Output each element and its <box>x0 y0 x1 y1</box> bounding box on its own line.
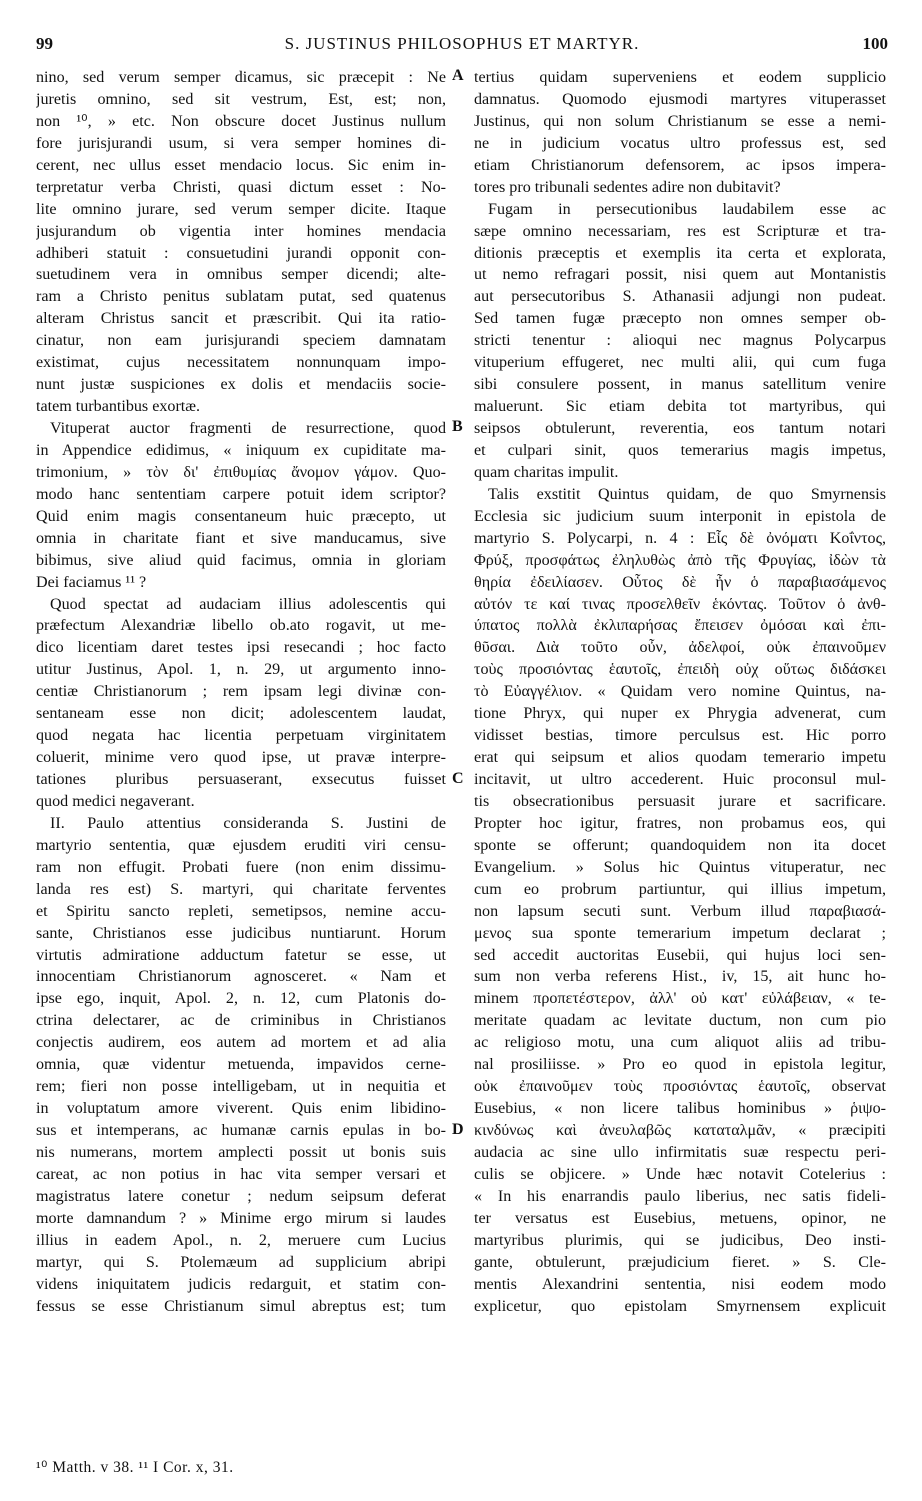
footnotes: ¹⁰ Matth. v 38. ¹¹ I Cor. x, 31. <box>36 1459 234 1476</box>
text-line: II. Paulo attentius consideranda S. Justini de <box>50 814 446 832</box>
text-line: adhiberi statuit : consuetudini jurandi opponit con- <box>36 244 446 262</box>
text-line: præfectum Alexandriæ libello ob.ato rogavit, ut me- <box>36 617 446 635</box>
text-line: ύπατος πολλὰ ἐκλιπαρήσας ἔπεισεν ὀμόσαι καὶ ἐπι- <box>474 617 886 635</box>
text-line: αὐτόν τε καί τινας προσελθεῖν ἑκόντας. Τοῦτον ὁ ἀνθ- <box>474 595 886 613</box>
text-line: meritate quadam ac levitate ductum, non cum pio <box>474 1012 886 1030</box>
text-line: centiæ Christianorum ; rem ipsam legi divinæ con- <box>36 683 446 701</box>
text-line: κινδύνως καὶ ἀνευλαβῶς καταταλμᾶν, « præcipiti <box>474 1122 886 1139</box>
text-line: alteram Christus sancit et præscribit. Qui ita ratio- <box>36 310 446 328</box>
text-line: tertius quidam superveniens et eodem supplicio <box>474 69 886 86</box>
text-line: morte damnandum ? » Minime ergo mirum si laudes <box>36 1209 446 1227</box>
text-line: nal prosiliisse. » Pro eo quod in epistola legitur, <box>474 1056 886 1074</box>
text-line: ctrina delectarer, ac de criminibus in Christianos <box>36 1012 446 1030</box>
text-line: tis obsecrationibus persuasit jurare et sacrificare. <box>474 792 886 810</box>
text-line: tationes pluribus persuaserant, exsecutus fuisset <box>36 771 446 788</box>
text-line: Fugam in persecutionibus laudabilem esse ac <box>488 200 886 218</box>
text-line: sentaneam esse non dicit; adolescentem laudat, <box>36 705 446 723</box>
text-line: juretis omnino, sed sit vestrum, Est, est; non, <box>36 90 446 108</box>
text-line: vituperium effugeret, nec multi alii, qui cum fuga <box>474 354 886 372</box>
text-line: fessus se esse Christianum simul abreptus est; tum <box>36 1297 446 1315</box>
text-line: damnatus. Quomodo ejusmodi martyres vituperasset <box>474 90 886 108</box>
text-line: tores pro tribunali sedentes adire non dubitavit? <box>474 178 781 196</box>
running-title: S. JUSTINUS PHILOSOPHUS ET MARTYR. <box>284 34 640 53</box>
text-line: martyr, qui S. Ptolemæum ad supplicium abripi <box>36 1253 446 1271</box>
text-line: explicetur, quo epistolam Smyrnensem explicuit <box>474 1297 886 1315</box>
text-line: modo hanc sententiam carpere potuit idem scriptor? <box>36 485 446 503</box>
text-line: bibimus, sive aliud quid facimus, omnia in gloriam <box>36 551 446 569</box>
text-line: stricti tenentur : alioqui nec magnus Polycarpus <box>474 332 886 350</box>
text-line: lite omnino jurare, sed verum semper dicite. Itaque <box>36 200 446 218</box>
text-line: sibi consulere possent, in manus satellitum venire <box>474 376 886 394</box>
text-line: Justinus, qui non solum Christianum se esse a nemi- <box>474 112 886 130</box>
text-line: θῦσαι. Διὰ τοῦτο οὖν, ἀδελφοί, οὐκ ἐπαινοῦμεν <box>474 639 886 657</box>
text-line: « In his enarrandis paulo liberius, nec satis fideli- <box>474 1187 886 1205</box>
text-line: μενος sua sponte temerarium impetum declarat ; <box>474 924 886 942</box>
margin-letter-a: A <box>452 67 464 84</box>
text-line: mentis Alexandrini sententia, nisi eodem modo <box>474 1275 886 1293</box>
margin-letter-d: D <box>452 1121 464 1138</box>
margin-letter-b: B <box>452 418 463 435</box>
text-line: tione Phryx, qui nuper ex Phrygia advenerat, cum <box>474 705 886 723</box>
text-line: gante, obtulerunt, præjudicium fieret. » S. Cle- <box>474 1253 886 1271</box>
text-line: θηρία ἐδειλίασεν. Οὗτος δὲ ἦν ὁ παραβιασάμενος <box>474 573 886 591</box>
text-line: non lapsum secuti sunt. Verbum illud παραβιασά- <box>474 902 886 920</box>
text-line: Quid enim magis consentaneum huic præcepto, ut <box>36 507 446 525</box>
text-line: quam charitas impulit. <box>474 463 619 481</box>
text-line: τοὺς προσιόντας ἑαυτοῖς, ἐπειδὴ οὐχ οὕτως διδάσκει <box>474 661 886 679</box>
text-line: careat, ac non potius in hac vita semper versari et <box>36 1165 446 1183</box>
text-line: τὸ Εὐαγγέλιον. « Quidam vero nomine Quintus, na- <box>474 683 886 701</box>
text-line: Propter hoc igitur, fratres, non probamus eos, qui <box>474 814 886 832</box>
text-line: existimat, cujus necessitatem nonnunquam impo- <box>36 354 446 372</box>
text-line: sed accedit auctoritas Eusebii, qui hujus loci sen- <box>474 946 886 964</box>
text-line: audacia ac sine ullo infirmitatis suæ respectu peri- <box>474 1143 886 1161</box>
text-line: Ecclesia sic judicium suum interponit in epistola de <box>474 507 886 525</box>
text-line: omnia, quæ videntur metuenda, impavidos cerne- <box>36 1056 446 1074</box>
text-line: Quod spectat ad audaciam illius adolescentis qui <box>50 595 446 613</box>
text-line: illius in eadem Apol., n. 2, meruere cum Lucius <box>36 1231 446 1249</box>
text-line: suetudinem vera in omnibus semper dicendi; alte- <box>36 266 446 284</box>
text-line: Talis exstitit Quintus quidam, de quo Smyrnensis <box>488 485 886 503</box>
text-line: utitur Justinus, Apol. 1, n. 29, ut argumento inno- <box>36 661 446 679</box>
text-line: martyrio sententia, quæ ejusdem eruditi viri censu- <box>36 836 446 854</box>
text-line: ne in judicium vocatus ultro professus est, sed <box>474 134 886 152</box>
text-line: Vituperat auctor fragmenti de resurrectione, quod <box>50 420 446 437</box>
text-line: coluerit, minime vero quod ipse, ut pravæ interpre- <box>36 749 446 767</box>
text-line: virtutis admiratione adductum fatetur se esse, ut <box>36 946 446 964</box>
text-line: erat qui seipsum et alios quodam temerario impetu <box>474 749 886 767</box>
text-line: nis numerans, mortem amplecti possit ut bonis suis <box>36 1143 446 1161</box>
text-line: sæpe omnino necessariam, res est Scripturæ et tra- <box>474 222 886 240</box>
text-line: ac religioso motu, una cum aliquot aliis ad tribu- <box>474 1034 886 1052</box>
page-number-left: 99 <box>36 34 53 53</box>
text-line: magistratus latere conetur ; nedum seipsum deferat <box>36 1187 446 1205</box>
text-line: ter versatus est Eusebius, metuens, opinor, ne <box>474 1209 886 1227</box>
running-head <box>36 34 888 58</box>
page-number-right: 100 <box>862 34 888 53</box>
text-line: cum eo probrum partiuntur, qui illius impetum, <box>474 880 886 898</box>
text-line: quod negata hac licentia perpetuam virginitatem <box>36 727 446 745</box>
text-line: in Appendice edidimus, « iniquum ex cupiditate ma- <box>36 441 446 459</box>
text-line: et Spiritu sancto repleti, semetipsos, nemine accu- <box>36 902 446 920</box>
text-line: aut persecutoribus S. Athanasii adjungi non pudeat. <box>474 288 886 306</box>
text-line: dico licentiam daret testes ipsi resecandi ; hoc facto <box>36 639 446 657</box>
text-line: fore jurisjurandi usum, si vera semper homines di- <box>36 134 446 152</box>
text-line: Φρύξ, προσφάτως ἐληλυθὼς ἀπὸ τῆς Φρυγίας, ἰδὼν τὰ <box>474 551 886 569</box>
text-line: omnia in charitate fiant et sive manducamus, sive <box>36 529 446 547</box>
text-line: quod medici negaverant. <box>36 792 195 810</box>
left-column <box>36 67 446 1317</box>
text-line: martyribus plurimis, qui se judicibus, Deo insti- <box>474 1231 886 1249</box>
text-line: terpretatur verba Christi, quasi dictum esset : No- <box>36 178 446 196</box>
text-line: culis se objicere. » Unde hæc notavit Cotelerius : <box>474 1165 886 1183</box>
text-line: jusjurandum ob vigentia inter homines mendacia <box>36 222 446 240</box>
text-line: rem; fieri non posse intelligebam, ut in nequitia et <box>36 1078 446 1096</box>
text-line: videns iniquitatem judicis redarguit, et statim con- <box>36 1275 446 1293</box>
text-line: ditionis præceptis et exemplis ita certa et explorata, <box>474 244 886 262</box>
text-line: in voluptatum amore viverent. Quis enim libidino- <box>36 1100 446 1118</box>
text-line: incitavit, ut ultro accederent. Huic proconsul mul- <box>474 771 886 788</box>
text-line: innocentiam Christianorum agnosceret. « Nam et <box>36 968 446 986</box>
text-line: sponte se offerunt; quandoquidem non ita docet <box>474 836 886 854</box>
text-line: sante, Christianos esse judicibus nuntiarunt. Horum <box>36 924 446 942</box>
text-line: sus et intemperans, ac humanæ carnis epulas in bo- <box>36 1122 446 1139</box>
text-line: sum non verba referens Hist., iv, 15, ait hunc ho- <box>474 968 886 986</box>
text-line: Evangelium. » Solus hic Quintus vituperatur, nec <box>474 858 886 876</box>
text-line: ipse ego, inquit, Apol. 2, n. 12, cum Platonis do- <box>36 990 446 1008</box>
text-line: ram non effugit. Probati fuere (non enim dissimu- <box>36 858 446 876</box>
text-line: tatem turbantibus exortæ. <box>36 398 201 416</box>
text-line: seipsos obtulerunt, reverentia, eos tantum notari <box>474 420 886 437</box>
text-line: Eusebius, « non licere talibus hominibus » ῥιψο- <box>474 1100 886 1118</box>
text-line: Dei faciamus ¹¹ ? <box>36 573 147 591</box>
text-line: martyrio S. Polycarpi, n. 4 : Εἷς δὲ ὀνόματι Κοΐντος, <box>474 529 886 547</box>
text-line: cinatur, non eam jurisjurandi speciem damnatam <box>36 332 446 350</box>
text-line: Sed tamen fugæ præcepto non omnes semper ob- <box>474 310 886 328</box>
margin-letter-c: C <box>452 770 464 787</box>
text-line: landa res est) S. martyri, qui charitate ferventes <box>36 880 446 898</box>
text-line: ut nemo refragari possit, nisi quem aut Montanistis <box>474 266 886 284</box>
text-line: non ¹⁰, » etc. Non obscure docet Justinus nullum <box>36 112 446 130</box>
text-line: nunt justæ suspiciones ex dolis et mendaciis socie- <box>36 376 446 394</box>
text-line: vidisset bestias, timore perculsus est. Hic porro <box>474 727 886 745</box>
text-line: minem προπετέστερον, ἀλλ' οὐ κατ' εὐλάβειαν, « te- <box>474 990 886 1008</box>
text-line: ram a Christo penitus sublatam putat, sed quatenus <box>36 288 446 306</box>
text-line: maluerunt. Sic etiam debita tot martyribus, qui <box>474 398 886 416</box>
right-column <box>474 67 886 1317</box>
text-line: nino, sed verum semper dicamus, sic præcepit : Ne <box>36 69 446 86</box>
text-line: οὐκ ἐπαινοῦμεν τοὺς προσιόντας ἑαυτοῖς, observat <box>474 1078 886 1096</box>
text-line: trimonium, » τὸν δι' ἐπιθυμίας ἄνομον γάμον. Quo- <box>36 463 446 481</box>
text-line: et culpari sinit, quos temerarius magis impetus, <box>474 441 886 459</box>
text-line: conjectis audirem, eos autem ad mortem et ad alia <box>36 1034 446 1052</box>
text-line: etiam Christianorum defensorem, ac ipsos impera- <box>474 156 886 174</box>
text-line: cerent, nec ullus esset mendacio locus. Sic enim in- <box>36 156 446 174</box>
